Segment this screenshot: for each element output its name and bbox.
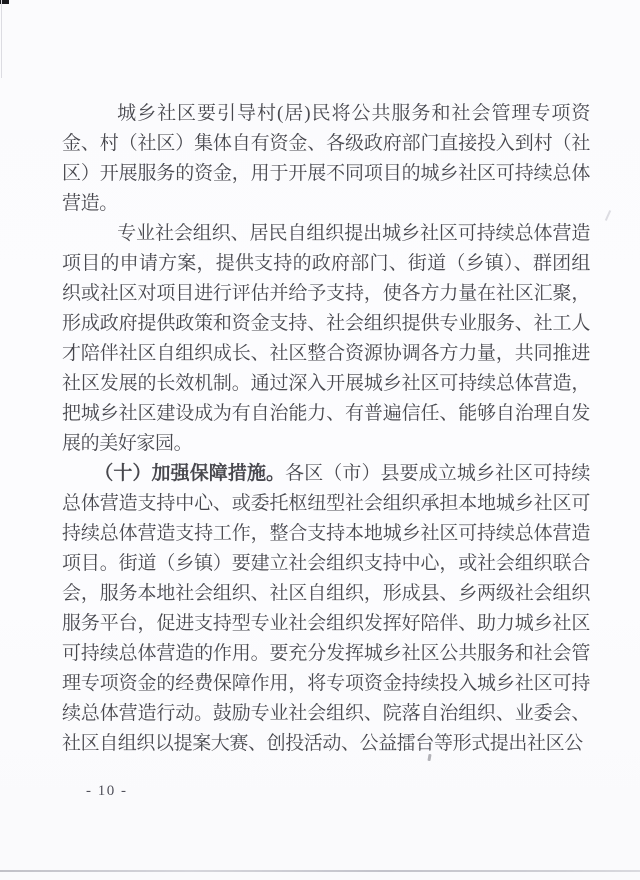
document-body (62, 99, 590, 759)
scan-speck (427, 754, 431, 761)
paragraph-text: 城乡社区要引导村(居)民将公共服务和社会管理专项资金、村（社区）集体自有资金、各级政府部门直接投入到村（社区）开展服务的资金，用于开展不同项目的城乡社区可持续总体营造。 (62, 103, 590, 214)
paragraph-safeguard-measures (62, 459, 590, 759)
paragraph-text: 专业社会组织、居民自组织提出城乡社区可持续总体营造项目的申请方案，提供支持的政府部门、街道（乡镇）、群团组织或社区对项目进行评估并给予支持，使各方力量在社区汇聚，形成政府提供政策和资金支持、社会组织提供专业服务、社工人才陪伴社区自组织成长、社区整合资源协调各方力量，共同推进社区发展的长效机制。通过深入开展城乡社区可持续总体营造，把城乡社区建设成为有自治能力、有普遍信任、能够自治理自发展的美好家园。 (62, 223, 590, 454)
scan-left-edge-line (1, 0, 2, 78)
section-heading-bold: （十）加强保障措施。 (94, 463, 286, 484)
paragraph-funding-sources (62, 99, 590, 219)
paragraph-project-process (62, 219, 590, 459)
scan-bottom-edge-line (0, 870, 640, 872)
scan-speck (605, 210, 611, 221)
paragraph-text: 各区（市）县要成立城乡社区可持续总体营造支持中心、或委托枢纽型社会组织承担本地城乡社区可持续总体营造支持工作，整合支持本地城乡社区可持续总体营造项目。街道（乡镇）要建立社会组织支持中心，或社会组织联合会，服务本地社会组织、社区自组织，形成县、乡两级社会组织服务平台，促进支持型专业社会组织发挥好陪伴、助力城乡社区可持续总体营造的作用。要充分发挥城乡社区公共服务和社会管理专项资金的经费保障作用，将专项资金持续投入城乡社区可持续总体营造行动。鼓励专业社会组织、院落自治组织、业委会、社区自组织以提案大赛、创投活动、公益擂台等形式提出社区公 (62, 463, 590, 754)
page-number: - 10 - (86, 783, 128, 799)
